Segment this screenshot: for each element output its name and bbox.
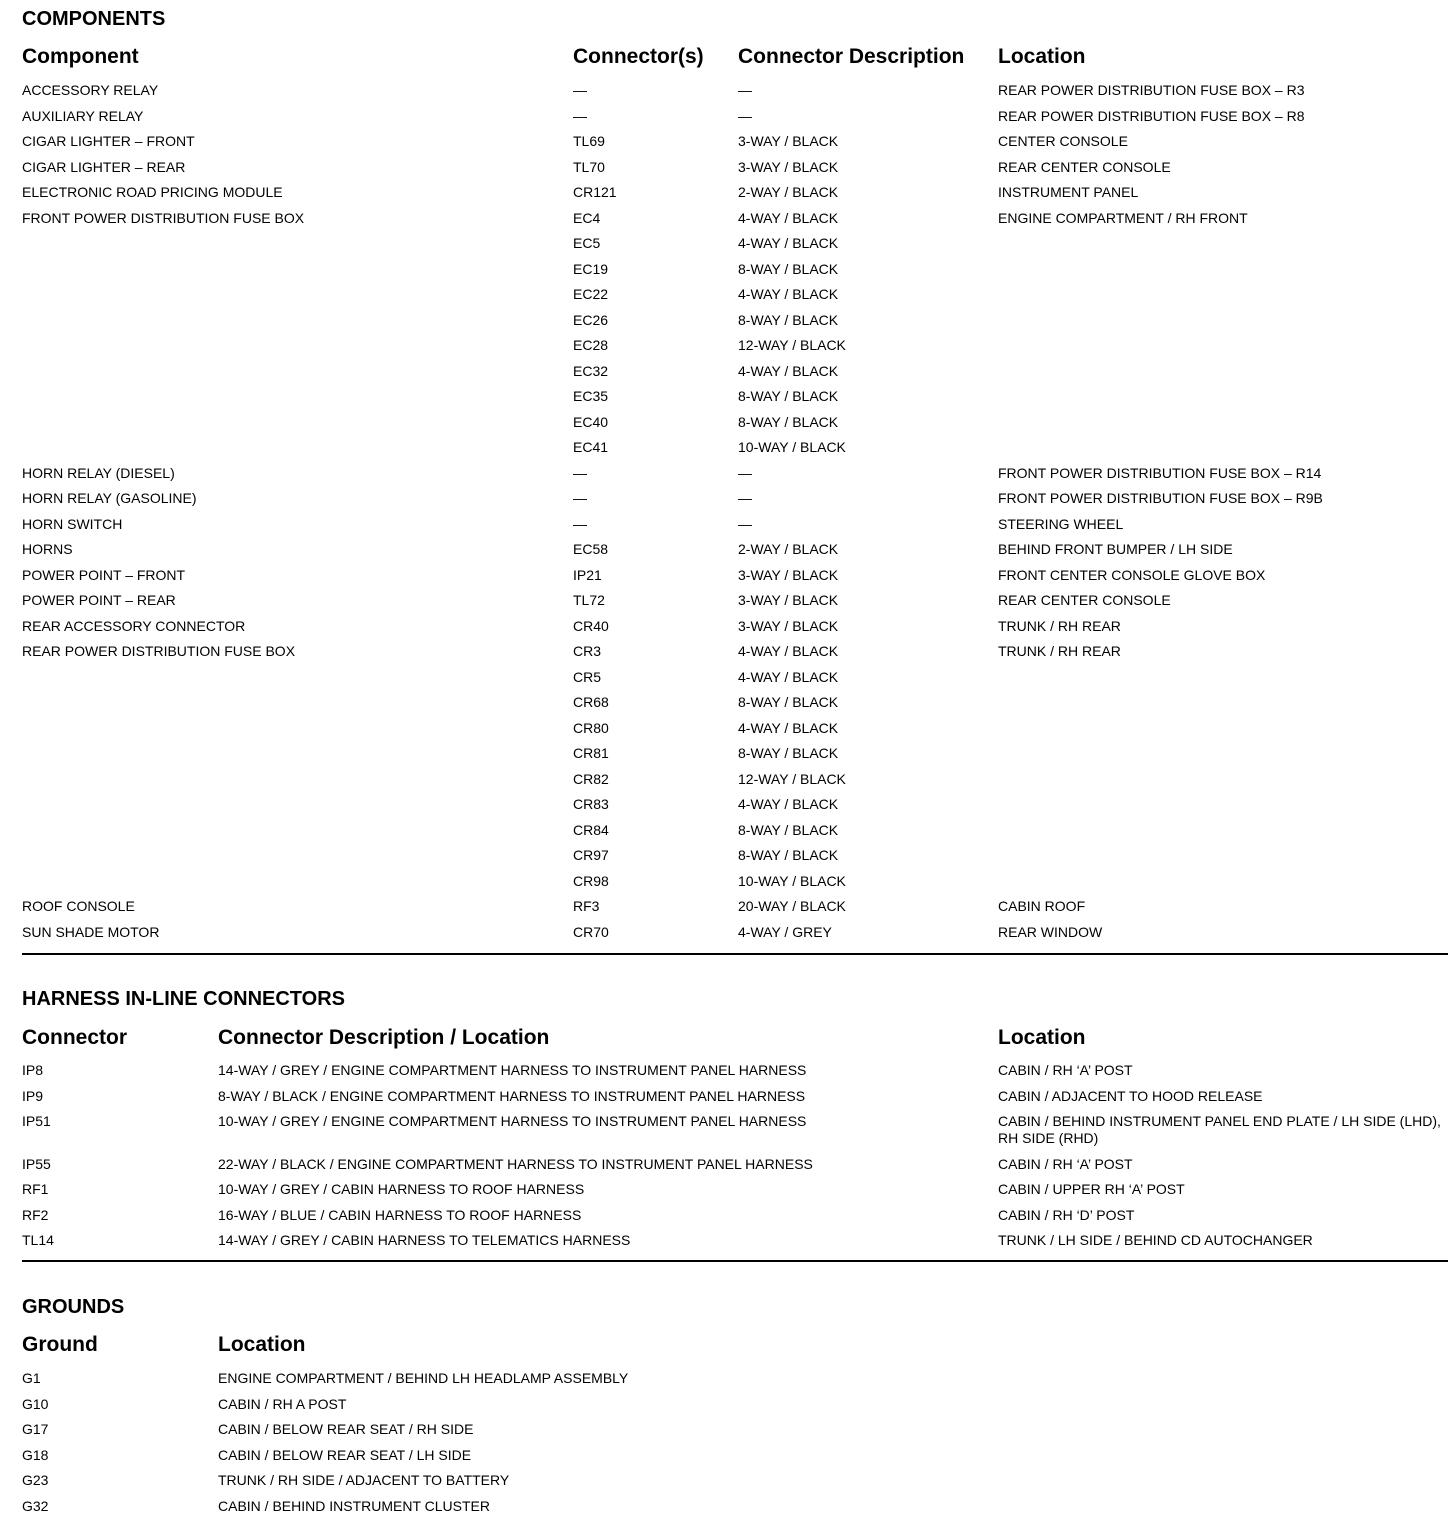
harness-description: 14-WAY / GREY / ENGINE COMPARTMENT HARNESS TO INSTRUMENT PANEL HARNESS <box>218 1062 807 1078</box>
connector-description: 4-WAY / BLACK <box>738 669 839 685</box>
connector-description: — <box>738 82 752 98</box>
harness-connector-id: TL14 <box>22 1232 54 1248</box>
harness-header-description: Connector Description / Location <box>218 1026 550 1049</box>
connector-id: IP21 <box>573 567 602 583</box>
harness-header-connector: Connector <box>22 1026 127 1049</box>
connector-description: — <box>738 108 752 124</box>
ground-location: CABIN / BEHIND INSTRUMENT CLUSTER <box>218 1498 490 1514</box>
connector-id: — <box>573 82 587 98</box>
harness-description: 16-WAY / BLUE / CABIN HARNESS TO ROOF HARNESS <box>218 1207 582 1223</box>
connector-description: 4-WAY / BLACK <box>738 235 839 251</box>
component-name: REAR ACCESSORY CONNECTOR <box>22 618 246 634</box>
connector-description: 3-WAY / BLACK <box>738 159 839 175</box>
connector-description: 12-WAY / BLACK <box>738 771 846 787</box>
ground-location: ENGINE COMPARTMENT / BEHIND LH HEADLAMP ASSEMBLY <box>218 1370 629 1386</box>
connector-id: EC19 <box>573 261 609 277</box>
grounds-header-ground: Ground <box>22 1333 98 1356</box>
components-header-location: Location <box>998 45 1086 68</box>
connector-description: 4-WAY / BLACK <box>738 210 839 226</box>
connector-id: EC58 <box>573 541 609 557</box>
connector-id: — <box>573 108 587 124</box>
connector-id: CR5 <box>573 669 602 685</box>
section-divider <box>22 953 1448 955</box>
harness-connector-id: IP9 <box>22 1088 44 1104</box>
connector-description: 8-WAY / BLACK <box>738 745 839 761</box>
ground-id: G23 <box>22 1472 49 1488</box>
harness-connector-id: IP8 <box>22 1062 44 1078</box>
component-name: ELECTRONIC ROAD PRICING MODULE <box>22 184 283 200</box>
component-name: ROOF CONSOLE <box>22 898 135 914</box>
connector-description: 12-WAY / BLACK <box>738 337 846 353</box>
connector-id: CR80 <box>573 720 609 736</box>
harness-description: 22-WAY / BLACK / ENGINE COMPARTMENT HARNESS TO INSTRUMENT PANEL HARNESS <box>218 1156 813 1172</box>
ground-location: CABIN / BELOW REAR SEAT / RH SIDE <box>218 1421 474 1437</box>
harness-location: CABIN / RH ‘A’ POST <box>998 1062 1133 1078</box>
component-name: FRONT POWER DISTRIBUTION FUSE BOX <box>22 210 305 226</box>
components-section-title: COMPONENTS <box>22 8 166 30</box>
ground-id: G10 <box>22 1396 49 1412</box>
connector-id: EC32 <box>573 363 609 379</box>
component-location: TRUNK / RH REAR <box>998 643 1121 659</box>
component-location: REAR POWER DISTRIBUTION FUSE BOX – R3 <box>998 82 1305 98</box>
ground-location: TRUNK / RH SIDE / ADJACENT TO BATTERY <box>218 1472 510 1488</box>
component-location: REAR CENTER CONSOLE <box>998 592 1171 608</box>
component-location: REAR POWER DISTRIBUTION FUSE BOX – R8 <box>998 108 1305 124</box>
component-name: ACCESSORY RELAY <box>22 82 159 98</box>
connector-description: 4-WAY / GREY <box>738 924 832 940</box>
connector-id: EC41 <box>573 439 609 455</box>
connector-id: — <box>573 490 587 506</box>
connector-description: 2-WAY / BLACK <box>738 541 839 557</box>
harness-header-location: Location <box>998 1026 1086 1049</box>
harness-description: 10-WAY / GREY / CABIN HARNESS TO ROOF HARNESS <box>218 1181 585 1197</box>
connector-description: 10-WAY / BLACK <box>738 439 846 455</box>
ground-id: G32 <box>22 1498 49 1514</box>
component-location: FRONT POWER DISTRIBUTION FUSE BOX – R14 <box>998 465 1322 481</box>
components-header-connectors: Connector(s) <box>573 45 704 68</box>
harness-connector-id: IP51 <box>22 1113 51 1129</box>
connector-id: EC4 <box>573 210 601 226</box>
component-location: CENTER CONSOLE <box>998 133 1128 149</box>
harness-location: CABIN / RH ‘D’ POST <box>998 1207 1135 1223</box>
component-name: HORN SWITCH <box>22 516 123 532</box>
connector-id: CR84 <box>573 822 609 838</box>
harness-location: CABIN / RH ‘A’ POST <box>998 1156 1133 1172</box>
connector-description: — <box>738 490 752 506</box>
component-name: CIGAR LIGHTER – FRONT <box>22 133 195 149</box>
connector-id: TL72 <box>573 592 605 608</box>
connector-id: CR83 <box>573 796 609 812</box>
connector-description: 10-WAY / BLACK <box>738 873 846 889</box>
components-header-component: Component <box>22 45 139 68</box>
component-name: HORNS <box>22 541 73 557</box>
connector-id: CR40 <box>573 618 609 634</box>
component-name: SUN SHADE MOTOR <box>22 924 160 940</box>
grounds-section-title: GROUNDS <box>22 1296 125 1318</box>
component-name: HORN RELAY (DIESEL) <box>22 465 175 481</box>
ground-id: G1 <box>22 1370 41 1386</box>
component-location: REAR CENTER CONSOLE <box>998 159 1171 175</box>
connector-description: — <box>738 465 752 481</box>
component-location: STEERING WHEEL <box>998 516 1124 532</box>
connector-id: CR97 <box>573 847 609 863</box>
connector-id: CR68 <box>573 694 609 710</box>
component-location: TRUNK / RH REAR <box>998 618 1121 634</box>
connector-description: 8-WAY / BLACK <box>738 388 839 404</box>
harness-description: 14-WAY / GREY / CABIN HARNESS TO TELEMATICS HARNESS <box>218 1232 631 1248</box>
connector-id: EC28 <box>573 337 609 353</box>
ground-id: G18 <box>22 1447 49 1463</box>
grounds-header-location: Location <box>218 1333 306 1356</box>
connector-description: 20-WAY / BLACK <box>738 898 846 914</box>
component-name: POWER POINT – REAR <box>22 592 176 608</box>
connector-description: 8-WAY / BLACK <box>738 694 839 710</box>
connector-id: TL70 <box>573 159 605 175</box>
connector-id: EC40 <box>573 414 609 430</box>
connector-description: 4-WAY / BLACK <box>738 643 839 659</box>
component-location: CABIN ROOF <box>998 898 1086 914</box>
component-name: HORN RELAY (GASOLINE) <box>22 490 197 506</box>
connector-description: 4-WAY / BLACK <box>738 363 839 379</box>
connector-id: CR98 <box>573 873 609 889</box>
connector-id: RF3 <box>573 898 600 914</box>
connector-description: 4-WAY / BLACK <box>738 720 839 736</box>
connector-id: EC5 <box>573 235 601 251</box>
connector-description: 8-WAY / BLACK <box>738 847 839 863</box>
component-location: INSTRUMENT PANEL <box>998 184 1139 200</box>
connector-description: 2-WAY / BLACK <box>738 184 839 200</box>
connector-description: 3-WAY / BLACK <box>738 618 839 634</box>
connector-description: 3-WAY / BLACK <box>738 567 839 583</box>
connector-description: 8-WAY / BLACK <box>738 414 839 430</box>
harness-location: CABIN / BEHIND INSTRUMENT PANEL END PLATE / LH SIDE (LHD), RH SIDE (RHD) <box>998 1113 1441 1146</box>
connector-id: CR3 <box>573 643 602 659</box>
component-name: REAR POWER DISTRIBUTION FUSE BOX <box>22 643 296 659</box>
connector-id: EC22 <box>573 286 609 302</box>
component-name: CIGAR LIGHTER – REAR <box>22 159 186 175</box>
connector-description: 8-WAY / BLACK <box>738 822 839 838</box>
component-name: POWER POINT – FRONT <box>22 567 186 583</box>
component-location: FRONT CENTER CONSOLE GLOVE BOX <box>998 567 1266 583</box>
harness-location: CABIN / UPPER RH ‘A’ POST <box>998 1181 1185 1197</box>
connector-id: EC26 <box>573 312 609 328</box>
connector-description: 3-WAY / BLACK <box>738 592 839 608</box>
connector-description: 4-WAY / BLACK <box>738 286 839 302</box>
connector-id: — <box>573 516 587 532</box>
connector-id: EC35 <box>573 388 609 404</box>
harness-connector-id: IP55 <box>22 1156 51 1172</box>
harness-description: 8-WAY / BLACK / ENGINE COMPARTMENT HARNESS TO INSTRUMENT PANEL HARNESS <box>218 1088 806 1104</box>
component-name: AUXILIARY RELAY <box>22 108 144 124</box>
harness-location: TRUNK / LH SIDE / BEHIND CD AUTOCHANGER <box>998 1232 1313 1248</box>
connector-description: 8-WAY / BLACK <box>738 312 839 328</box>
connector-id: CR70 <box>573 924 609 940</box>
harness-section-title: HARNESS IN-LINE CONNECTORS <box>22 988 345 1010</box>
harness-connector-id: RF2 <box>22 1207 49 1223</box>
connector-description: 8-WAY / BLACK <box>738 261 839 277</box>
component-location: FRONT POWER DISTRIBUTION FUSE BOX – R9B <box>998 490 1323 506</box>
component-location: BEHIND FRONT BUMPER / LH SIDE <box>998 541 1233 557</box>
ground-id: G17 <box>22 1421 49 1437</box>
harness-location: CABIN / ADJACENT TO HOOD RELEASE <box>998 1088 1263 1104</box>
section-divider <box>22 1260 1448 1262</box>
connector-id: CR121 <box>573 184 617 200</box>
ground-location: CABIN / RH A POST <box>218 1396 347 1412</box>
component-location: REAR WINDOW <box>998 924 1103 940</box>
connector-id: TL69 <box>573 133 605 149</box>
connector-id: — <box>573 465 587 481</box>
components-header-description: Connector Description <box>738 45 965 68</box>
connector-description: — <box>738 516 752 532</box>
harness-connector-id: RF1 <box>22 1181 49 1197</box>
harness-description: 10-WAY / GREY / ENGINE COMPARTMENT HARNESS TO INSTRUMENT PANEL HARNESS <box>218 1113 807 1129</box>
ground-location: CABIN / BELOW REAR SEAT / LH SIDE <box>218 1447 472 1463</box>
connector-description: 4-WAY / BLACK <box>738 796 839 812</box>
connector-id: CR81 <box>573 745 609 761</box>
connector-id: CR82 <box>573 771 609 787</box>
component-location: ENGINE COMPARTMENT / RH FRONT <box>998 210 1248 226</box>
connector-description: 3-WAY / BLACK <box>738 133 839 149</box>
